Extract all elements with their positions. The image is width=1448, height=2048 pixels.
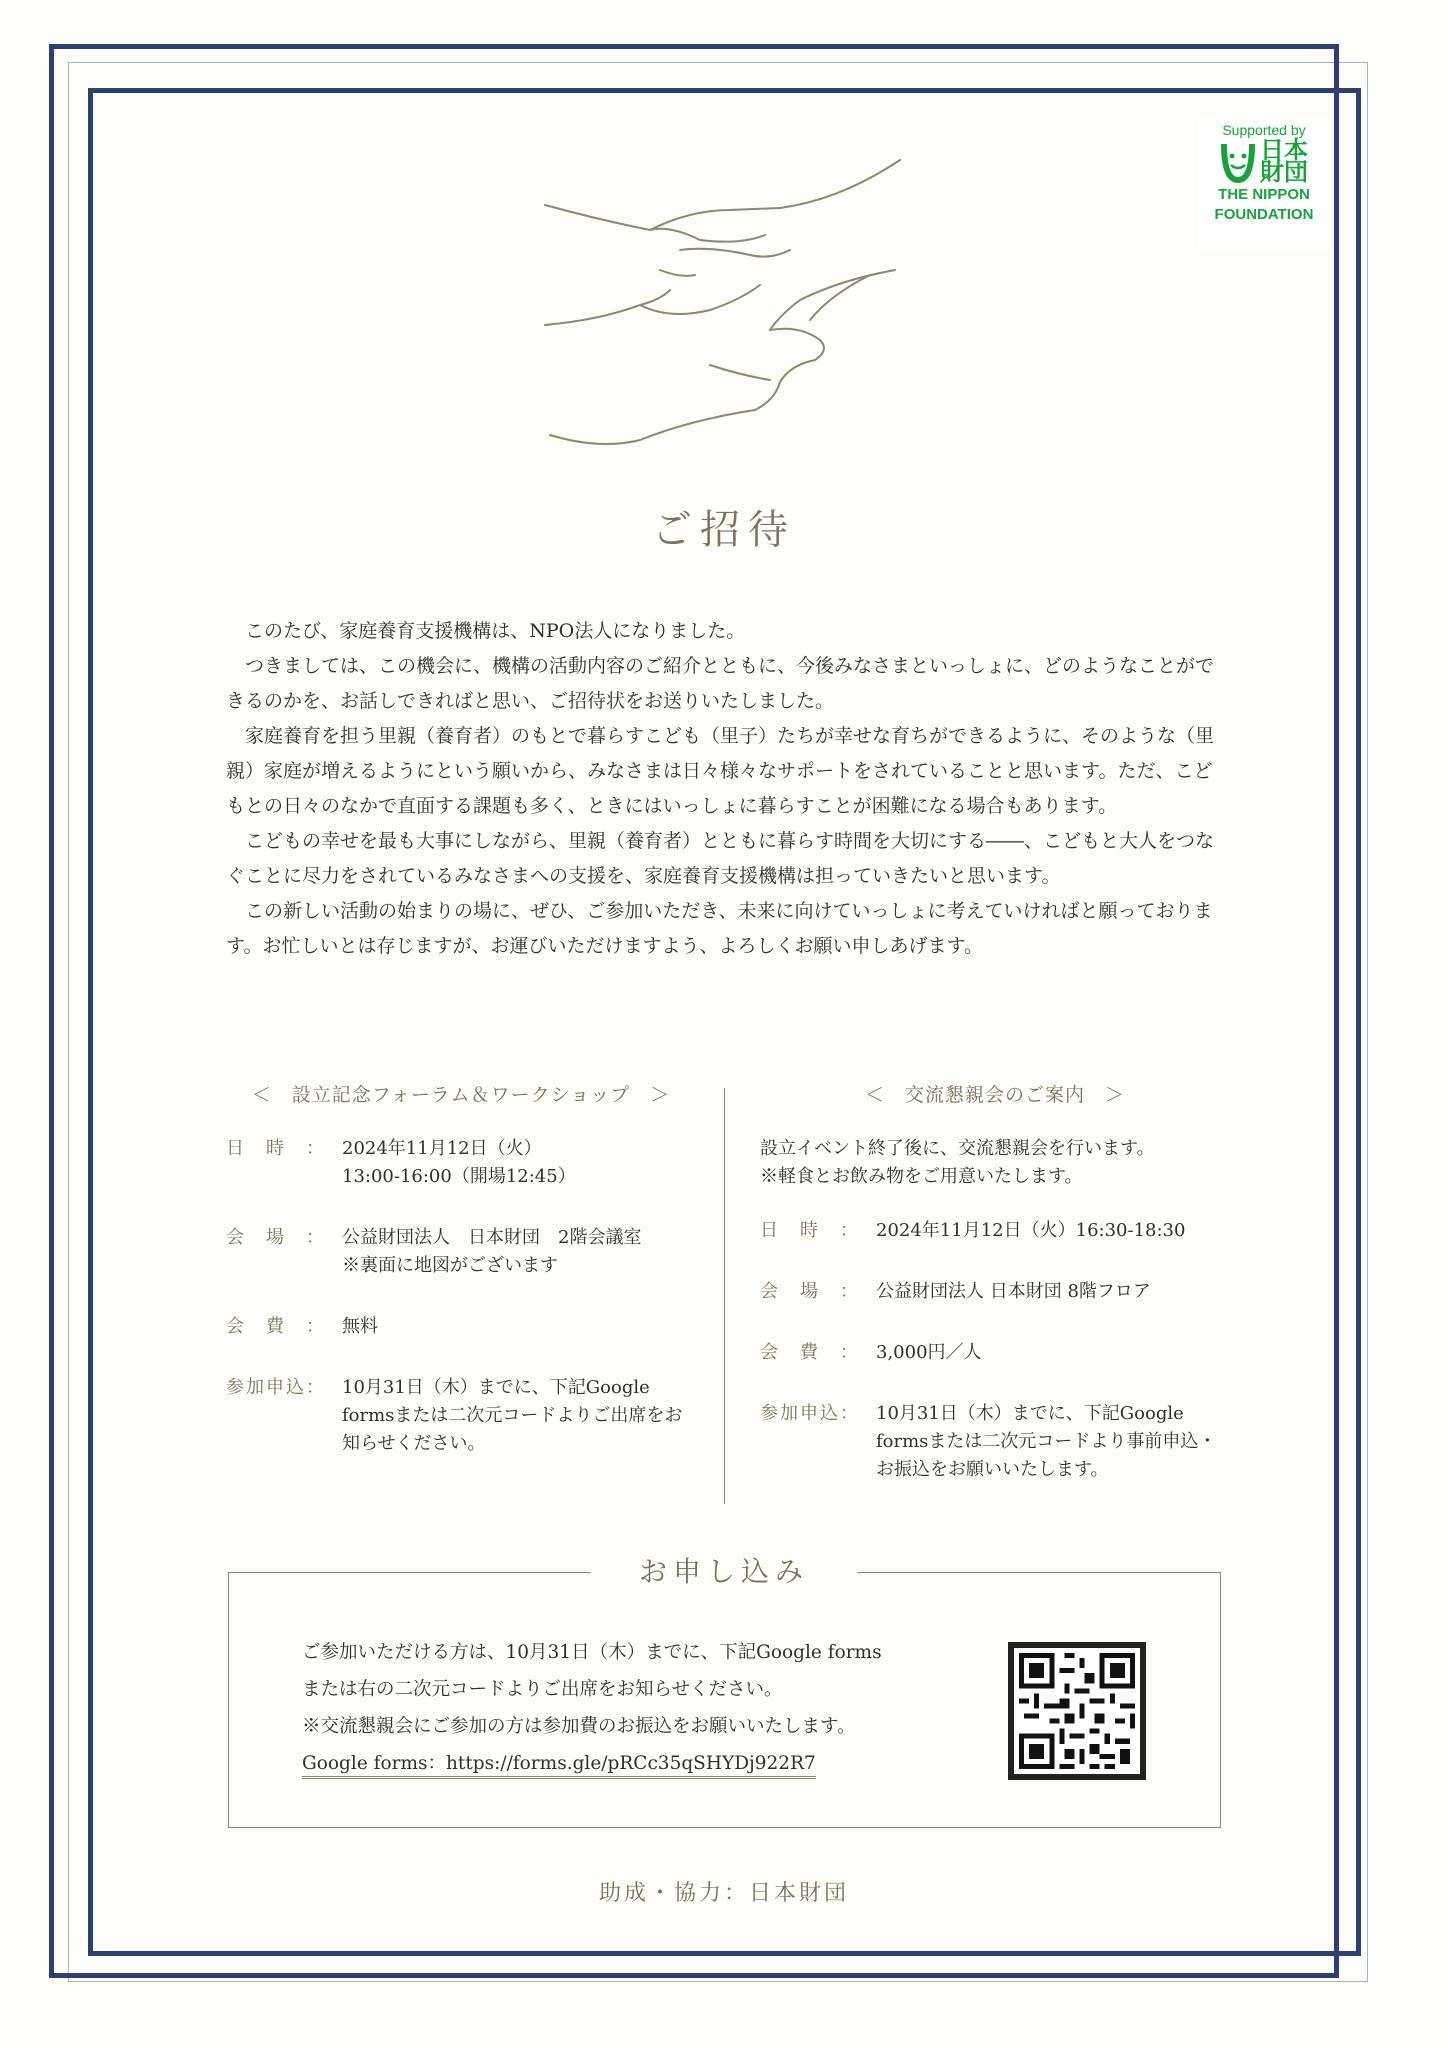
invitation-message	[226, 614, 1226, 964]
reception-intro-line: 設立イベント終了後に、交流懇親会を行います。	[760, 1138, 1155, 1159]
reception-intro-note: ※軽食とお飲み物をご用意いたします。	[760, 1166, 1083, 1187]
message-paragraph: つきましては、この機会に、機構の活動内容のご紹介とともに、今後みなさまといっしょに、どのようなことができるのかを、お話しできればと思い、ご招待状をお送りいたしました。	[226, 655, 1215, 712]
logo-org-line1: THE NIPPON	[1218, 186, 1310, 203]
reception-apply-label: 参加申込：	[760, 1403, 860, 1424]
application-title: お申し込み	[591, 1555, 857, 1588]
reception-fee-row	[760, 1339, 1230, 1367]
forum-venue-note: ※裏面に地図がございます	[342, 1255, 558, 1276]
forum-time: 13:00-16:00（開場12:45）	[342, 1166, 576, 1187]
application-title-wrap	[0, 1550, 1448, 1590]
application-line: または右の二次元コードよりご出席をお知らせください。	[302, 1679, 783, 1700]
supported-by-text: Supported by	[1222, 122, 1306, 138]
logo-kanji-top: 日本	[1260, 137, 1308, 164]
forum-apply-text: 10月31日（木）までに、下記Google formsまたは二次元コードよりご出席をお知らせください。	[342, 1377, 683, 1454]
forum-details	[226, 1080, 696, 1491]
forum-fee-row	[226, 1313, 696, 1341]
forum-date: 2024年11月12日（火）	[342, 1138, 542, 1159]
reception-venue-label: 会 場 ：	[760, 1281, 860, 1302]
reception-fee: 3,000円／人	[876, 1342, 982, 1363]
forum-fee: 無料	[342, 1316, 378, 1337]
forum-fee-label: 会 費 ：	[226, 1316, 326, 1337]
reception-heading: ＜ 交流懇親会のご案内 ＞	[864, 1084, 1125, 1106]
nippon-foundation-logo	[1198, 118, 1330, 250]
forum-date-label: 日 時 ：	[226, 1138, 326, 1159]
forum-venue-row	[226, 1224, 696, 1280]
reception-date-label: 日 時 ：	[760, 1220, 860, 1241]
reception-venue-row	[760, 1278, 1230, 1306]
smiling-face-icon	[1220, 140, 1256, 184]
footer-credit: 助成・協力：日本財団	[598, 1881, 849, 1906]
forum-apply-label: 参加申込：	[226, 1377, 326, 1398]
page-title: ご招待	[652, 507, 796, 553]
message-paragraph: こどもの幸せを最も大事にしながら、里親（養育者）とともに暮らす時間を大切にする――、こどもと大人をつなぐことに尽力をされているみなさまへの支援を、家庭養育支援機構は担っていきたいと思います。	[226, 830, 1215, 887]
message-paragraph: 家庭養育を担う里親（養育者）のもとで暮らすこども（里子）たちが幸せな育ちができるように、そのような（里親）家庭が増えるようにという願いから、みなさまは日々様々なサポートをされていることと思います。ただ、こどもとの日々のなかで直面する課題も多く、ときにはいっしょに暮らすことが困難になる場合もあります。	[226, 725, 1215, 817]
reception-venue: 公益財団法人 日本財団 8階フロア	[876, 1281, 1151, 1302]
forum-apply-row	[226, 1374, 696, 1458]
reception-details	[760, 1080, 1230, 1517]
qr-code[interactable]	[1008, 1642, 1146, 1780]
reception-apply-text: 10月31日（木）までに、下記Google formsまたは二次元コードより事前申込・お振込をお願いいたします。	[876, 1403, 1217, 1480]
holding-hands-illustration	[540, 150, 920, 450]
forum-heading: ＜ 設立記念フォーラム＆ワークショップ ＞	[251, 1084, 671, 1106]
application-line: ご参加いただける方は、10月31日（木）までに、下記Google forms	[302, 1642, 882, 1663]
message-paragraph: このたび、家庭養育支援機構は、NPO法人になりました。	[245, 620, 746, 642]
application-text	[302, 1634, 982, 1782]
forum-venue-label: 会 場 ：	[226, 1227, 326, 1248]
google-forms-link[interactable]: Google forms：https://forms.gle/pRCc35qSHYDj922R7	[302, 1753, 816, 1779]
reception-date: 2024年11月12日（火）16:30-18:30	[876, 1220, 1186, 1241]
application-line: ※交流懇親会にご参加の方は参加費のお振込をお願いいたします。	[302, 1716, 856, 1737]
reception-date-row	[760, 1217, 1230, 1245]
column-divider	[724, 1088, 725, 1504]
reception-apply-row	[760, 1400, 1230, 1484]
logo-org-line2: FOUNDATION	[1214, 206, 1314, 223]
reception-intro	[760, 1135, 1230, 1191]
forum-date-row	[226, 1135, 696, 1191]
reception-fee-label: 会 費 ：	[760, 1342, 860, 1363]
forum-venue: 公益財団法人 日本財団 2階会議室	[342, 1227, 642, 1248]
logo-kanji-bottom: 財団	[1260, 159, 1308, 186]
message-paragraph: この新しい活動の始まりの場に、ぜひ、ご参加いただき、未来に向けていっしょに考えていければと願っております。お忙しいとは存じますが、お運びいただけますよう、よろしくお願い申しあげます。	[226, 900, 1213, 957]
